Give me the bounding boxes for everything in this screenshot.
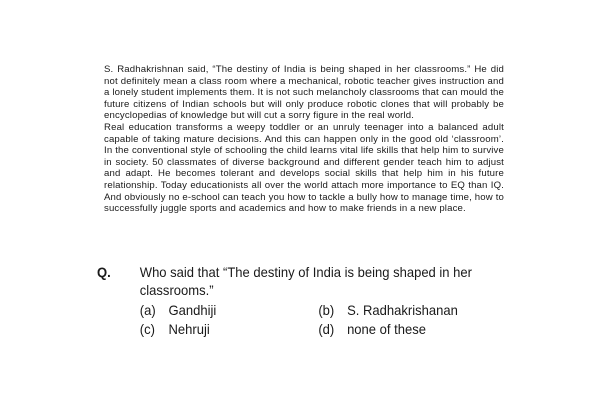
option-b-label: (b) [318, 302, 335, 318]
question-label: Q. [97, 264, 111, 280]
option-c-label: (c) [139, 321, 155, 337]
option-d-label: (d) [318, 321, 335, 337]
option-c[interactable] [140, 320, 319, 339]
answer-options [140, 301, 497, 339]
option-b-text: S. Radhakrishanan [347, 302, 458, 318]
option-b[interactable] [318, 301, 497, 320]
option-a[interactable] [140, 301, 319, 320]
passage-paragraph-2: Real education transforms a weepy toddler or an unruly teenager into a balanced adult capable of taking mature decisions. And this can happen only in the good old ‘classroom’. In the conventional style of schooling the child learns vital life skills that help him to survive in society. 50 classmates of diverse background and different gender teach him to adjust and adapt. He becomes tolerant and develops social skills that help him in his future relationship. Today educationists all over the world attach more importance to EQ than IQ. And obviously no e-school can teach you how to tackle a bully how to manage time, how to successfully juggle sports and academics and how to make friends in a new place. [104, 121, 504, 215]
reading-passage [104, 64, 504, 215]
option-d-text: none of these [347, 321, 426, 337]
passage-paragraph-1: S. Radhakrishnan said, “The destiny of India is being shaped in her classrooms.” He did not definitely mean a class room where a mechanical, robotic teacher gives instruction and a lonely student implements them. It is not such melancholy classrooms that can mould the future citizens of Indian schools but will only produce robotic clones that will probably be encyclopedias of knowledge but will cut a sorry figure in the real world. [104, 64, 504, 122]
question-text: Who said that “The destiny of India is being shaped in her classrooms.” [139, 264, 472, 298]
option-c-text: Nehruji [168, 321, 210, 337]
option-d[interactable] [318, 320, 497, 339]
option-a-text: Gandhiji [168, 302, 217, 318]
option-a-label: (a) [139, 302, 156, 318]
question-block [97, 263, 497, 339]
